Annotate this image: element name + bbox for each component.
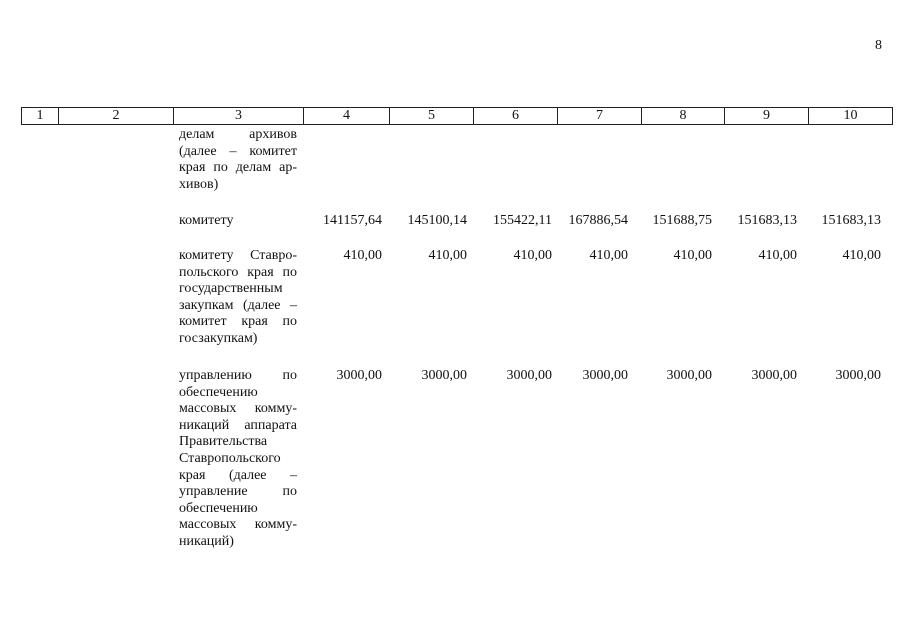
row-committee-value-col8: 151688,75 [652,213,712,228]
row-description-archives: делам архивов (далее – комитет края по делам ар-хивов) [179,127,297,192]
column-number-4: 4 [304,108,390,125]
column-number-3: 3 [174,108,304,125]
row-mass-comm-value-col7: 3000,00 [582,368,628,383]
row-description-procurement-committee: комитету Ставро-польского края по государственным закупкам (далее – комитет края по госзакупкам) [179,248,297,346]
row-procurement-value-col8: 410,00 [673,248,712,263]
column-number-7: 7 [558,108,642,125]
column-number-5: 5 [390,108,474,125]
row-committee-value-col7: 167886,54 [568,213,628,228]
row-mass-comm-value-col4: 3000,00 [336,368,382,383]
column-number-6: 6 [474,108,558,125]
column-number-1: 1 [22,108,59,125]
column-number-10: 10 [809,108,893,125]
row-committee-value-col10: 151683,13 [821,213,881,228]
column-number-2: 2 [59,108,174,125]
row-mass-comm-value-col6: 3000,00 [506,368,552,383]
row-procurement-value-col6: 410,00 [513,248,552,263]
row-procurement-value-col7: 410,00 [589,248,628,263]
row-description-mass-communications: управлению по обеспечению массовых комму-никаций аппарата Правительства Ставропольского края (далее – управление по обеспечению массовых комму-никаций) [179,368,297,549]
row-mass-comm-value-col8: 3000,00 [666,368,712,383]
row-committee-value-col5: 145100,14 [407,213,467,228]
row-mass-comm-value-col10: 3000,00 [835,368,881,383]
row-procurement-value-col9: 410,00 [758,248,797,263]
page-number: 8 [875,38,882,53]
row-procurement-value-col5: 410,00 [428,248,467,263]
row-procurement-value-col10: 410,00 [842,248,881,263]
column-number-header [21,107,893,125]
column-number-8: 8 [642,108,725,125]
row-description-committee: комитету [179,213,234,228]
row-mass-comm-value-col9: 3000,00 [751,368,797,383]
row-committee-value-col4: 141157,64 [323,213,382,228]
row-procurement-value-col4: 410,00 [343,248,382,263]
row-mass-comm-value-col5: 3000,00 [421,368,467,383]
column-number-9: 9 [725,108,809,125]
row-committee-value-col6: 155422,11 [493,213,552,228]
row-committee-value-col9: 151683,13 [737,213,797,228]
